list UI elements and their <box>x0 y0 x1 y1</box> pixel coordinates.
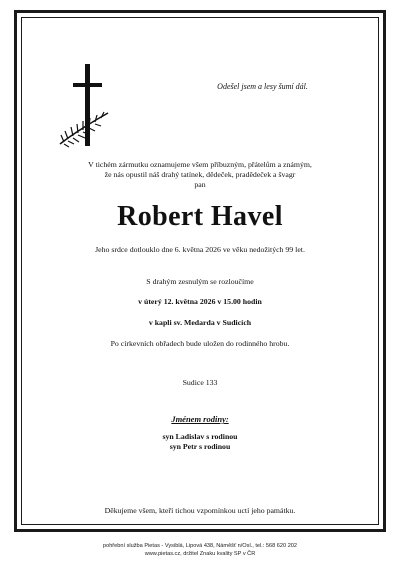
ceremony-place: v kapli sv. Medarda v Sudicích <box>148 318 252 327</box>
farewell-line: S drahým zesnulým se rozloučíme <box>146 277 254 286</box>
mourners-title <box>30 414 370 424</box>
burial-line: Po církevních obřadech bude uložen do rodinného hrobu. <box>110 339 290 348</box>
footer-line-2: www.pietas.cz, držitel Znaku kvality SP v ČR <box>144 551 256 557</box>
announcement-line-2: že nás opustil náš drahý tatínek, dědeček, pradědeček a švagr <box>104 170 296 179</box>
mourner-item: syn Petr s rodinou <box>169 442 231 451</box>
death-line: Jeho srdce dotlouklo dne 6. května 2026 ve věku nedožitých 99 let. <box>95 245 305 254</box>
address-line: Sudice 133 <box>182 378 218 387</box>
mourners-title-text: Jménem rodiny: <box>171 414 229 424</box>
cross-with-palm-icon <box>58 64 118 150</box>
deceased-name: Robert Havel <box>117 201 283 232</box>
ceremony-datetime: v úterý 12. května 2026 v 15.00 hodin <box>138 297 262 306</box>
thanks-line: Děkujeme všem, kteří tichou vzpomínkou uctí jeho památku. <box>104 506 296 515</box>
footer-line-1: pohřební služba Pietas - Vysiblá, Lipová 438, Náměšť n/Osl., tel.: 568 620 202 <box>102 543 298 549</box>
announcement-line-1: V tichém zármutku oznamujeme všem příbuzným, přátelům a známým, <box>88 160 312 169</box>
announcement <box>30 160 370 190</box>
mourner-item: syn Ladislav s rodinou <box>162 432 238 441</box>
announcement-line-3: pan <box>194 180 206 189</box>
motto: Odešel jsem a lesy šumí dál. <box>217 82 308 91</box>
